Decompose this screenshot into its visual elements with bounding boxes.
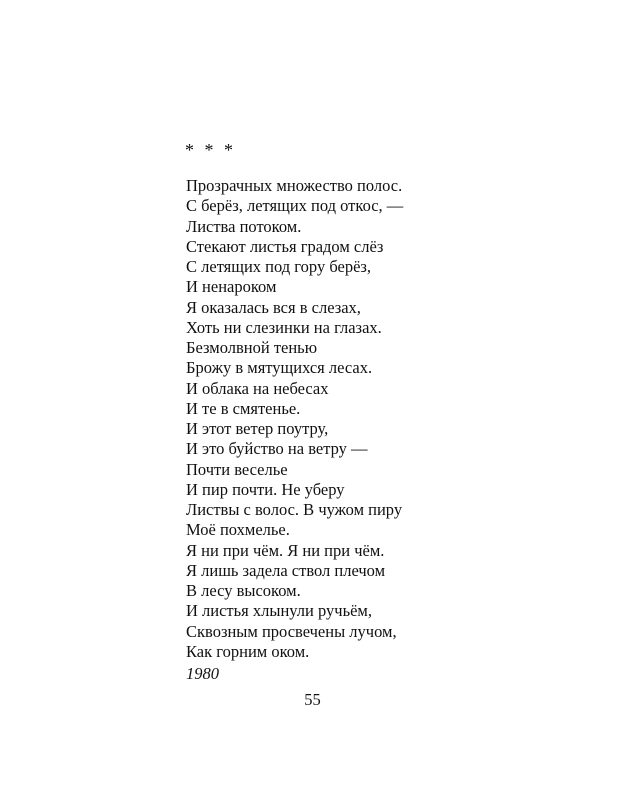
section-ornament: * * * xyxy=(185,140,236,160)
poem-line: И листья хлынули ручьём, xyxy=(186,601,372,621)
poem-line: Стекают листья градом слёз xyxy=(186,236,384,256)
poem-text xyxy=(186,176,403,662)
poem-line: С берёз, летящих под откос, — xyxy=(186,196,404,216)
poem-line: И пир почти. Не уберу xyxy=(186,479,345,499)
poem-line: Почти веселье xyxy=(186,459,288,479)
poem-line: Листвы с волос. В чужом пиру xyxy=(186,500,403,519)
poem-line: С летящих под гору берёз, xyxy=(186,257,372,276)
poem-line: Листва потоком. xyxy=(186,216,302,236)
poem-line: И те в смятенье. xyxy=(186,398,301,418)
poem-line: В лесу высоком. xyxy=(186,581,301,600)
poem-line: Безмолвной тенью xyxy=(186,338,318,357)
poem-line: Прозрачных множество полос. xyxy=(186,176,403,195)
page-number: 55 xyxy=(304,690,321,709)
poem-line: Моё похмелье. xyxy=(186,520,290,540)
poem-line: Брожу в мятущихся лесах. xyxy=(186,358,373,378)
poem-line: И облака на небесах xyxy=(186,378,329,398)
poem-line: Я оказалась вся в слезах, xyxy=(186,297,361,317)
poem-line: Я лишь задела ствол плечом xyxy=(186,560,386,580)
poem-line: И этот ветер поутру, xyxy=(186,419,329,438)
poem-line: Я ни при чём. Я ни при чём. xyxy=(186,540,385,560)
poem-line: Хоть ни слезинки на глазах. xyxy=(186,317,382,337)
poem-line: Сквозным просвечены лучом, xyxy=(186,621,397,641)
poem-line: И ненароком xyxy=(186,277,277,297)
poem-line: Как горним оком. xyxy=(186,641,310,661)
poem-line: И это буйство на ветру — xyxy=(186,439,368,459)
poem-year: 1980 xyxy=(186,664,219,683)
